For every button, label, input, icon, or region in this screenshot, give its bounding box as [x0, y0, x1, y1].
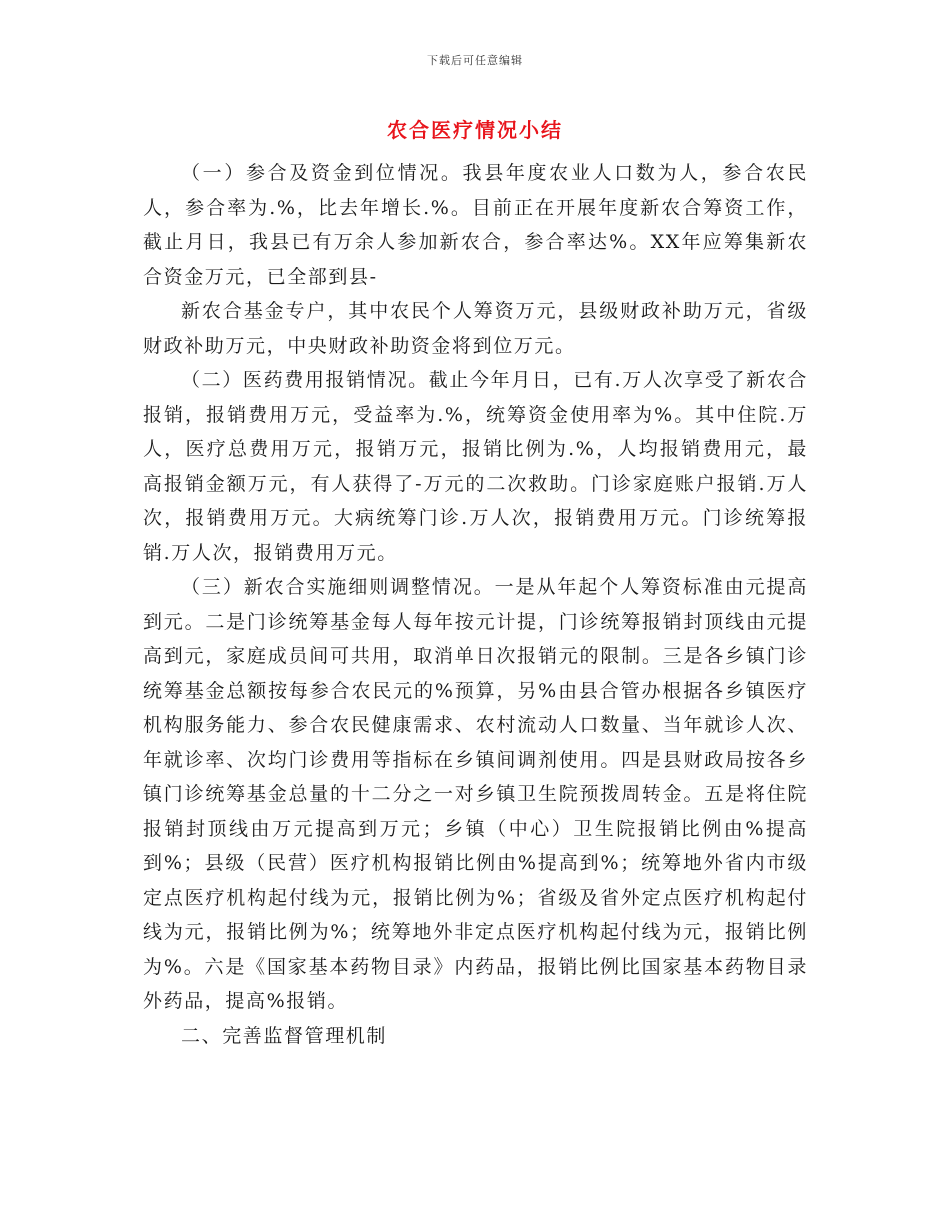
- paragraph-reimbursement: （二）医药费用报销情况。截止今年月日，已有.万人次享受了新农合报销，报销费用万元，受益率为.%，统筹资金使用率为%。其中住院.万人，医疗总费用万元，报销万元，报销比例为.%，人均报销费用元，最高报销金额万元，有人获得了-万元的二次救助。门诊家庭账户报销.万人次，报销费用万元。大病统筹门诊.万人次，报销费用万元。门诊统筹报销.万人次，报销费用万元。: [143, 369, 808, 564]
- paragraph-fund-account: 新农合基金专户，其中农民个人筹资万元，县级财政补助万元，省级财政补助万元，中央财政补助资金将到位万元。: [143, 300, 808, 357]
- section-heading-supervision: 二、完善监督管理机制: [181, 1024, 388, 1047]
- paragraph-funding: （一）参合及资金到位情况。我县年度农业人口数为人，参合农民人，参合率为.%，比去年增长.%。目前正在开展年度新农合筹资工作，截止月日，我县已有万余人参加新农合，参合率达%。XX年应筹集新农合资金万元，已全部到县-: [143, 162, 808, 288]
- header-note: 下载后可任意编辑: [427, 54, 523, 67]
- paragraph-rule-adjustment: （三）新农合实施细则调整情况。一是从年起个人筹资标准由元提高到元。二是门诊统筹基金每人每年按元计提，门诊统筹报销封顶线由元提高到元，家庭成员间可共用，取消单日次报销元的限制。三是各乡镇门诊统筹基金总额按每参合农民元的%预算，另%由县合管办根据各乡镇医疗机构服务能力、参合农民健康需求、农村流动人口数量、当年就诊人次、年就诊率、次均门诊费用等指标在乡镇间调剂使用。四是县财政局按各乡镇门诊统筹基金总量的十二分之一对乡镇卫生院预拨周转金。五是将住院报销封顶线由万元提高到万元；乡镇（中心）卫生院报销比例由%提高到%；县级（民营）医疗机构报销比例由%提高到%；统筹地外省内市级定点医疗机构起付线为元，报销比例为%；省级及省外定点医疗机构起付线为元，报销比例为%；统筹地外非定点医疗机构起付线为元，报销比例为%。六是《国家基本药物目录》内药品，报销比例比国家基本药物目录外药品，提高%报销。: [143, 576, 808, 1012]
- document-title: 农合医疗情况小结: [387, 118, 563, 142]
- document-body: [143, 156, 808, 1053]
